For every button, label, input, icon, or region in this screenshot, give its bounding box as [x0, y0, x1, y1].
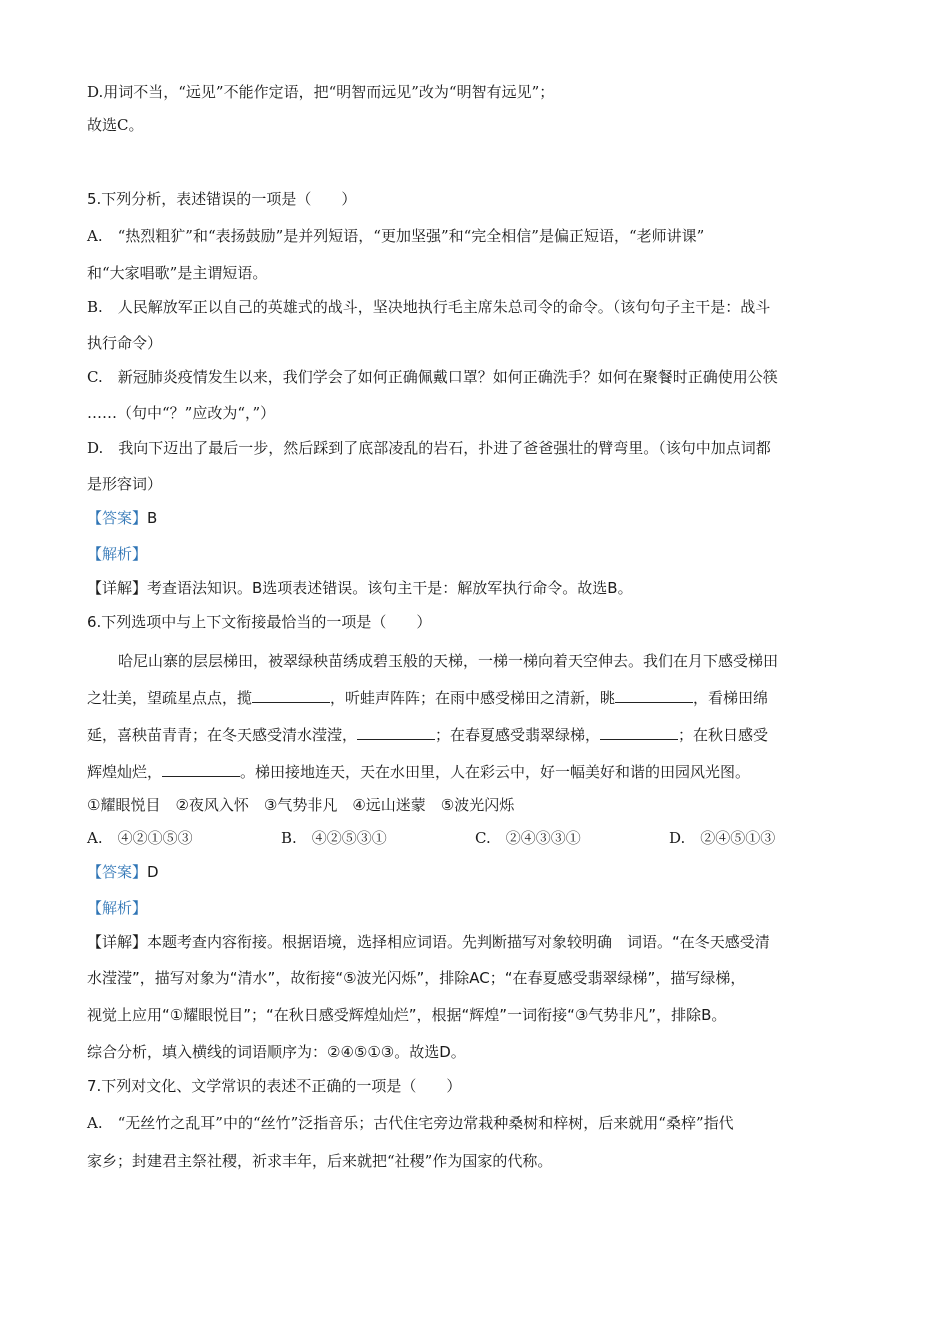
fill-blank-4: [600, 725, 678, 740]
passage-text: ，看梯田绵: [693, 689, 769, 707]
q5-detail-row: [87, 578, 633, 598]
passage-text: 延，喜秧苗青青；在冬天感受清水滢滢，: [87, 726, 358, 744]
passage-text: ，听蛙声阵阵；在雨中感受梯田之清新，眺: [330, 689, 616, 707]
q6-detail-line4: 综合分析，填入横线的词语顺序为：②④⑤①③。故选D。: [87, 1043, 466, 1061]
q6-option-c: C. ②④③③①: [475, 829, 581, 847]
detail-tag: 【详解】: [87, 579, 148, 597]
q6-passage-line1: 哈尼山寨的层层梯田，被翠绿秧苗绣成碧玉般的天梯，一梯一梯向着天空伸去。我们在月下感受梯田: [118, 652, 779, 670]
q5-option-c-line2: ……（句中“？”应改为“，”）: [87, 404, 276, 422]
q5-option-a-line2: 和“大家唱歌”是主谓短语。: [87, 264, 268, 282]
fill-blank-2: [615, 688, 693, 703]
q5-option-a-line1: A. “热烈粗犷”和“表扬鼓励”是并列短语，“更加坚强”和“完全相信”是偏正短语，“老师讲课”: [87, 227, 705, 245]
q5-option-b-line2: 执行命令）: [87, 334, 163, 352]
q7-stem: 7.下列对文化、文学常识的表述不正确的一项是（ ）: [87, 1077, 462, 1095]
q6-answer-row: [87, 862, 159, 882]
fill-blank-5: [162, 762, 240, 777]
passage-text: 辉煌灿烂，: [87, 763, 163, 781]
q5-analysis-tag: 【解析】: [87, 545, 148, 563]
q4-option-d-explanation: D.用词不当，“远见”不能作定语，把“明智而远见”改为“明智有远见”；: [87, 83, 555, 101]
answer-tag: 【答案】: [87, 863, 148, 881]
q5-answer: B: [147, 509, 158, 527]
q6-answer: D: [147, 863, 159, 881]
q6-option-a: A. ④②①⑤③: [87, 829, 193, 847]
q6-passage-line3: [87, 725, 768, 745]
q6-choices: ①耀眼悦目 ②夜风入怀 ③气势非凡 ④远山迷蒙 ⑤波光闪烁: [87, 796, 515, 814]
q5-option-c-line1: C. 新冠肺炎疫情发生以来，我们学会了如何正确佩戴口罩？如何正确洗手？如何在聚餐时正确使用公筷: [87, 368, 778, 386]
passage-text: 之壮美，望疏星点点，揽: [87, 689, 253, 707]
passage-text: 。梯田接地连天，天在水田里，人在彩云中，好一幅美好和谐的田园风光图。: [240, 763, 751, 781]
passage-text: ；在春夏感受翡翠绿梯，: [435, 726, 601, 744]
fill-blank-3: [357, 725, 435, 740]
q6-detail-line1: [87, 932, 770, 952]
q7-option-a-line2: 家乡；封建君主祭社稷，祈求丰年，后来就把“社稷”作为国家的代称。: [87, 1152, 553, 1170]
fill-blank-1: [252, 688, 330, 703]
passage-text: ；在秋日感受: [678, 726, 769, 744]
q6-stem: 6.下列选项中与上下文衔接最恰当的一项是（ ）: [87, 613, 432, 631]
q5-option-d-line2: 是形容词）: [87, 475, 163, 493]
q6-option-d: D. ②④⑤①③: [669, 829, 776, 847]
q5-answer-row: [87, 508, 157, 528]
q6-analysis-tag: 【解析】: [87, 899, 148, 917]
q4-conclusion: 故选C。: [87, 116, 144, 134]
answer-tag: 【答案】: [87, 509, 148, 527]
q5-detail-text: 考查语法知识。B选项表述错误。该句主干是：解放军执行命令。故选B。: [147, 579, 633, 597]
q7-option-a-line1: A. “无丝竹之乱耳”中的“丝竹”泛指音乐；古代住宅旁边常栽种桑树和梓树，后来就用“桑梓”指代: [87, 1114, 734, 1132]
q6-detail-line3: 视觉上应用“①耀眼悦目”；“在秋日感受辉煌灿烂”，根据“辉煌”一词衔接“③气势非凡”，排除B。: [87, 1006, 727, 1024]
q5-option-d-line1: D. 我向下迈出了最后一步，然后踩到了底部凌乱的岩石，扑进了爸爸强壮的臂弯里。（该句中加点词都: [87, 439, 771, 457]
q5-option-b-line1: B. 人民解放军正以自己的英雄式的战斗，坚决地执行毛主席朱总司令的命令。（该句句子主干是：战斗: [87, 298, 771, 316]
detail-tag: 【详解】: [87, 933, 148, 951]
q6-detail-line2: 水滢滢”，描写对象为“清水”，故衔接“⑤波光闪烁”，排除AC；“在春夏感受翡翠绿梯”，描写绿梯，: [87, 969, 746, 987]
q5-stem: 5.下列分析，表述错误的一项是（ ）: [87, 190, 357, 208]
q6-option-b: B. ④②⑤③①: [281, 829, 387, 847]
q6-detail-text: 本题考查内容衔接。根据语境，选择相应词语。先判断描写对象较明确 词语。“在冬天感受清: [147, 933, 770, 951]
q6-passage-line2: [87, 688, 768, 708]
q6-passage-line4: [87, 762, 750, 782]
